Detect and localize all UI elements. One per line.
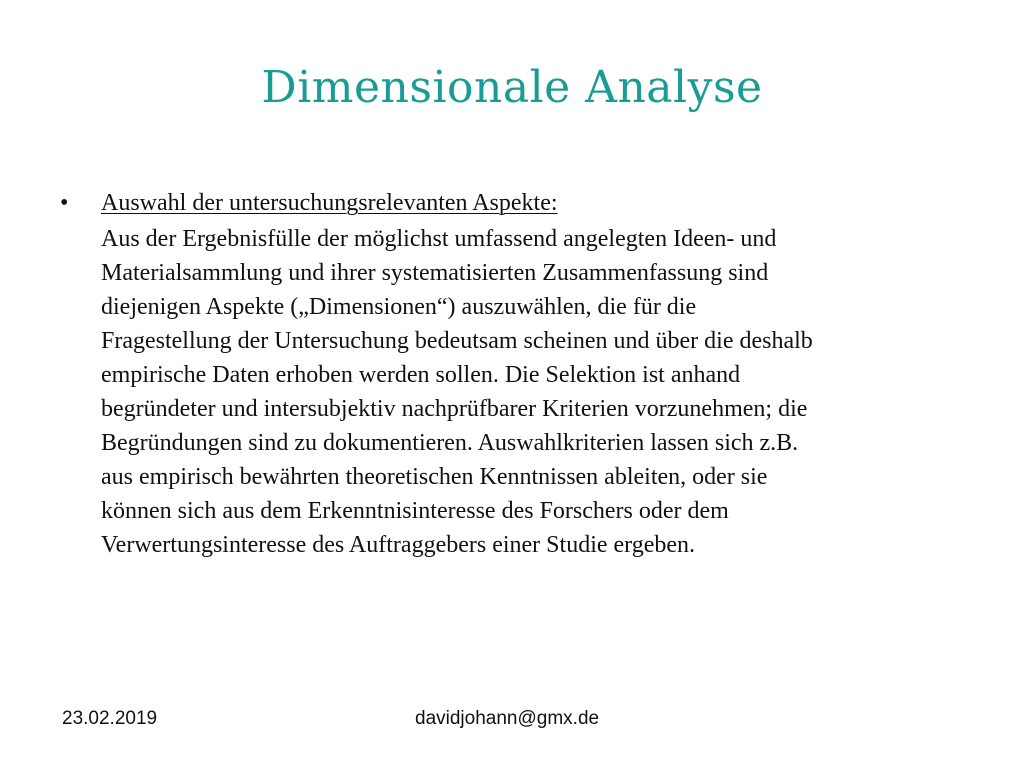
footer-date: 23.02.2019 — [62, 708, 158, 729]
slide-content — [60, 186, 960, 562]
footer-email: davidjohann@gmx.de — [415, 708, 600, 729]
slide-title: Dimensionale Analyse — [261, 62, 763, 113]
bullet-paragraph: Aus der Ergebnisfülle der möglichst umfassend angelegten Ideen- und Materialsammlung und ihrer systematisierten Zusammenfassung sind diejenigen Aspekte („Dimensionen“) auszuwählen, die für die Fragestellung der Untersuchung bedeutsam scheinen und über die deshalb empirische Daten erhoben werden sollen. Die Selektion ist anhand begründeter und intersubjektiv nachprüfbarer Kriterien vorzunehmen; die Begründungen sind zu dokumentieren. Auswahlkriterien lassen sich z.B. aus empirisch bewährten theoretischen Kenntnissen ableiten, oder sie können sich aus dem Erkenntnisinteresse des Forschers oder dem Verwertungsinteresse des Auftraggebers einer Studie ergeben. — [101, 226, 813, 558]
bullet-item — [60, 186, 960, 220]
bullet-icon: • — [60, 190, 69, 216]
bullet-heading: Auswahl der untersuchungsrelevanten Aspekte: — [101, 190, 558, 216]
